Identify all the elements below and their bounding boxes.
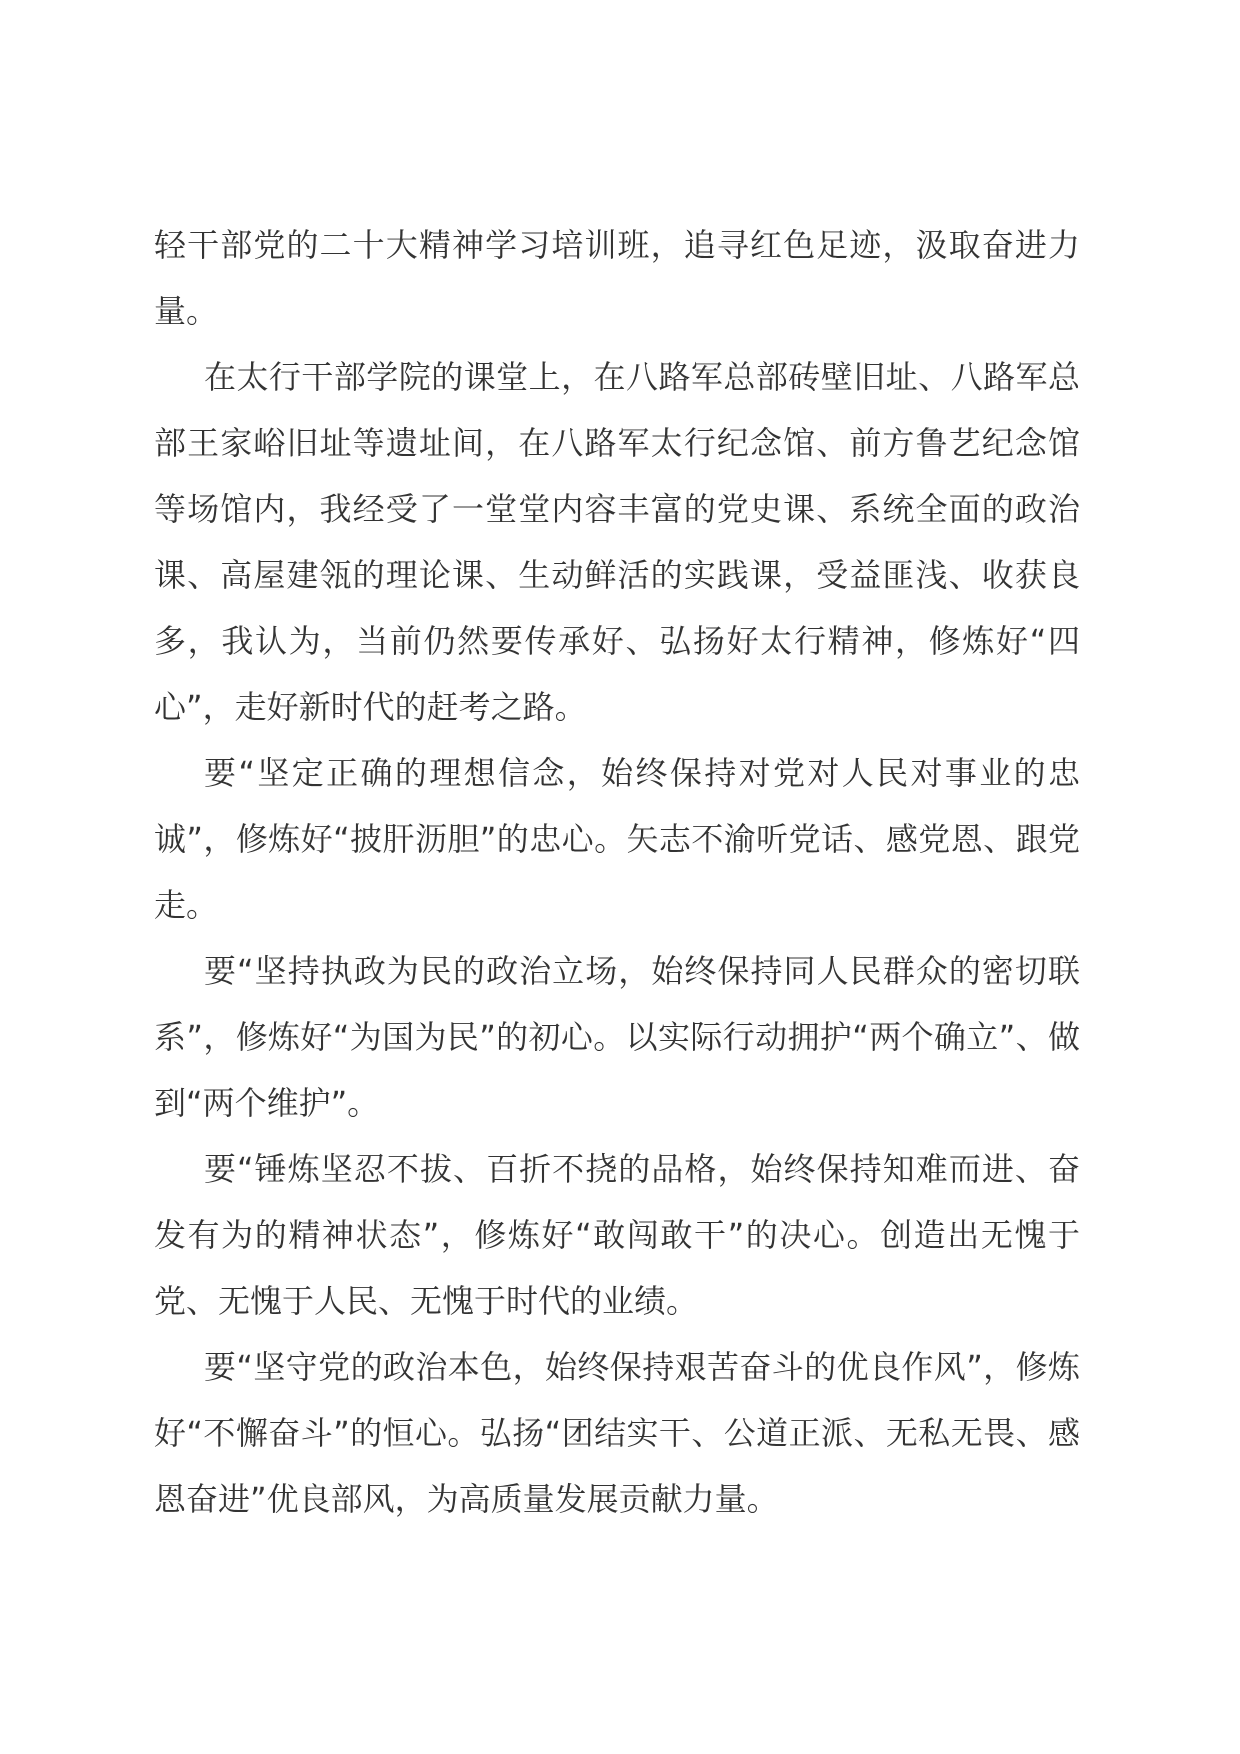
paragraph-1: 轻干部党的二十大精神学习培训班，追寻红色足迹，汲取奋进力量。 bbox=[154, 226, 1080, 330]
paragraph-3: 要“坚定正确的理想信念，始终保持对党对人民对事业的忠诚”，修炼好“披肝沥胆”的忠心。矢志不渝听党话、感党恩、跟党走。 bbox=[154, 754, 1080, 924]
document-body bbox=[154, 212, 1080, 1532]
paragraph-5: 要“锤炼坚忍不拔、百折不挠的品格，始终保持知难而进、奋发有为的精神状态”，修炼好“敢闯敢干”的决心。创造出无愧于党、无愧于人民、无愧于时代的业绩。 bbox=[154, 1150, 1080, 1320]
paragraph-4: 要“坚持执政为民的政治立场，始终保持同人民群众的密切联系”，修炼好“为国为民”的初心。以实际行动拥护“两个确立”、做到“两个维护”。 bbox=[154, 952, 1080, 1122]
paragraph-2: 在太行干部学院的课堂上，在八路军总部砖壁旧址、八路军总部王家峪旧址等遗址间，在八路军太行纪念馆、前方鲁艺纪念馆等场馆内，我经受了一堂堂内容丰富的党史课、系统全面的政治课、高屋建瓴的理论课、生动鲜活的实践课，受益匪浅、收获良多，我认为，当前仍然要传承好、弘扬好太行精神，修炼好“四心”，走好新时代的赶考之路。 bbox=[154, 358, 1080, 726]
paragraph-6: 要“坚守党的政治本色，始终保持艰苦奋斗的优良作风”，修炼好“不懈奋斗”的恒心。弘扬“团结实干、公道正派、无私无畏、感恩奋进”优良部风，为高质量发展贡献力量。 bbox=[154, 1348, 1080, 1518]
